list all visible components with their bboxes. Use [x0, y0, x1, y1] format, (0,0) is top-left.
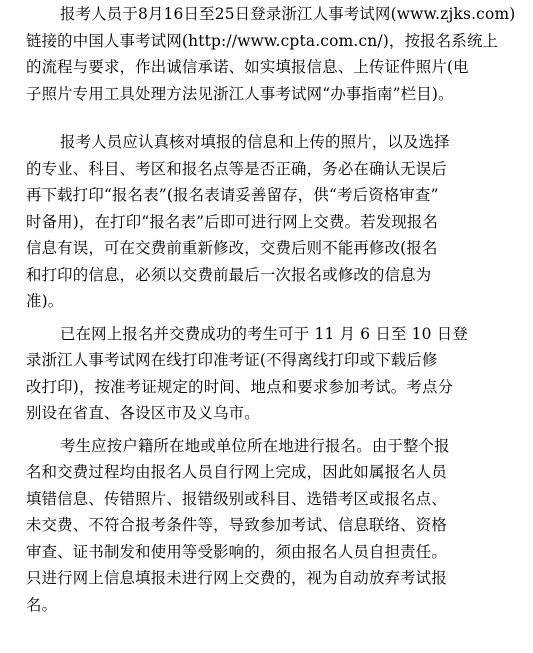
text-line: 时备用)，在打印“报名表”后即可进行网上交费。若发现报名 [26, 212, 439, 231]
text-line: 名和交费过程均由报名人员自行网上完成，因此如属报名人员 [26, 463, 447, 481]
text-line: 未交费、不符合报考条件等，导致参加考试、信息联络、资格 [26, 516, 447, 534]
text-line: 审查、证书制发和使用等受影响的，须由报名人员自担责任。 [26, 542, 447, 561]
text-line: 考生应按户籍所在地或单位所在地进行报名。由于整个报 [60, 436, 450, 455]
text-line: 报考人员于8月16日至25日登录浙江人事考试网(www.zjks.com) [60, 5, 515, 23]
text-line: 录浙江人事考试网在线打印准考证(不得离线打印或下载后修 [26, 351, 438, 369]
paragraph-verification-and-payment [26, 129, 515, 315]
text-line: 已在网上报名并交费成功的考生可于 11 月 6 日至 10 日登 [60, 324, 468, 343]
text-line: 的专业、科目、考区和报名点等是否正确，务必在确认无误后 [26, 159, 447, 178]
paragraph-registration-location [26, 433, 515, 619]
text-line: 和打印的信息，必须以交费前最后一次报名或修改的信息为 [26, 265, 432, 284]
text-line: 再下载打印“报名表”(报名表请妥善留存，供“考后资格审查” [26, 186, 439, 204]
text-line: 改打印)，按准考证规定的时间、地点和要求参加考试。考点分 [26, 377, 454, 396]
text-line: 名。 [26, 595, 58, 614]
text-line: 的流程与要求，作出诚信承诺、如实填报信息、上传证件照片(电 [26, 58, 469, 76]
text-line: 别设在省直、各设区市及义乌市。 [26, 404, 260, 422]
text-line: 信息有误，可在交费前重新修改，交费后则不能再修改(报名 [26, 239, 438, 257]
text-line: 子照片专用工具处理方法见浙江人事考试网“办事指南”栏目)。 [26, 84, 454, 103]
text-line: 准)。 [26, 292, 64, 310]
paragraph-admission-ticket [26, 321, 515, 427]
paragraph-online-registration [26, 1, 515, 107]
text-line: 只进行网上信息填报未进行网上交费的，视为自动放弃考试报 [26, 569, 447, 587]
text-line: 填错信息、传错照片、报错级别或科目、选错考区或报名点、 [26, 489, 447, 508]
text-line: 报考人员应认真核对填报的信息和上传的照片，以及选择 [60, 133, 450, 151]
text-line: 链接的中国人事考试网(http://www.cpta.com.cn/)，按报名系统上 [26, 31, 499, 50]
